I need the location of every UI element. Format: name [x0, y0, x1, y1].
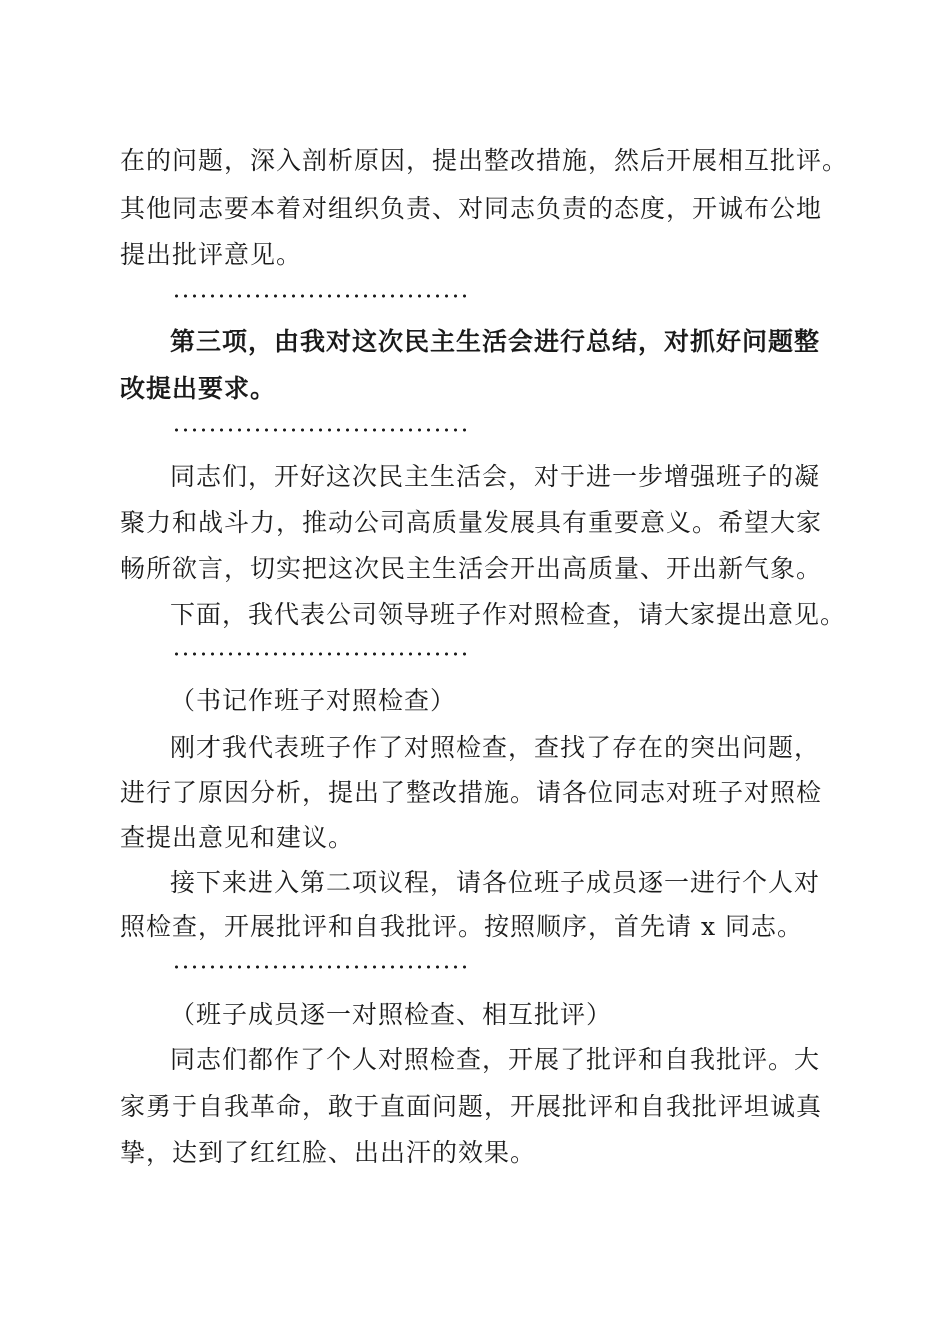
text-line: （班子成员逐一对照检查、相互批评） — [170, 1000, 613, 1029]
text-line: 下面，我代表公司领导班子作对照检查，请大家提出意见。 — [170, 600, 847, 629]
text-line: 其他同志要本着对组织负责、对同志负责的态度，开诚布公地 — [120, 194, 823, 223]
text-line: 查提出意见和建议。 — [120, 823, 355, 852]
text-line: 聚力和战斗力，推动公司高质量发展具有重要意义。希望大家 — [120, 508, 823, 537]
text-line: 改提出要求。 — [120, 374, 277, 403]
text-line: 刚才我代表班子作了对照检查，查找了存在的突出问题， — [170, 733, 821, 762]
ellipsis-separator — [172, 651, 472, 657]
text-line: 挚，达到了红红脸、出出汗的效果。 — [120, 1138, 537, 1167]
text-line: 家勇于自我革命，敢于直面问题，开展批评和自我批评坦诚真 — [120, 1092, 823, 1121]
text-line: 照检查，开展批评和自我批评。按照顺序，首先请 x 同志。 — [120, 912, 803, 941]
text-line: （书记作班子对照检查） — [170, 686, 457, 715]
ellipsis-separator — [172, 427, 472, 433]
text-line: 第三项，由我对这次民主生活会进行总结，对抓好问题整 — [170, 327, 821, 356]
text-line: 畅所欲言，切实把这次民主生活会开出高质量、开出新气象。 — [120, 554, 823, 583]
text-line: 接下来进入第二项议程，请各位班子成员逐一进行个人对 — [170, 868, 821, 897]
text-line: 同志们都作了个人对照检查，开展了批评和自我批评。大 — [170, 1045, 821, 1074]
text-line: 在的问题，深入剖析原因，提出整改措施，然后开展相互批评。 — [120, 146, 849, 175]
text-line: 同志们，开好这次民主生活会，对于进一步增强班子的凝 — [170, 462, 821, 491]
text-line: 进行了原因分析，提出了整改措施。请各位同志对班子对照检 — [120, 778, 823, 807]
ellipsis-separator — [172, 964, 472, 970]
text-line: 提出批评意见。 — [120, 240, 303, 269]
ellipsis-separator — [172, 293, 472, 299]
